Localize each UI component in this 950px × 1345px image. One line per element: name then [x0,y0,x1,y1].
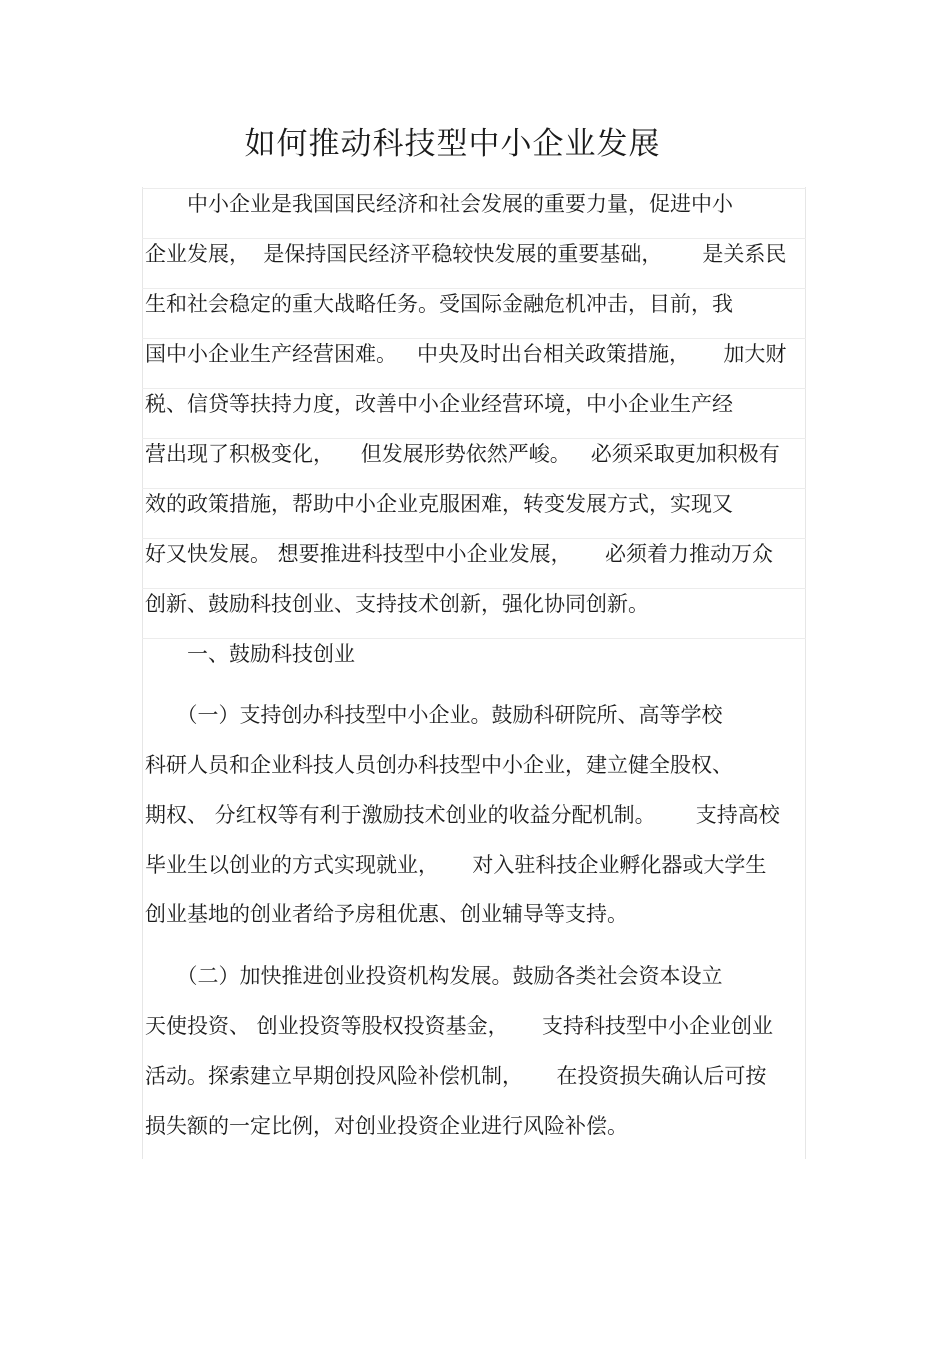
paragraph-line: 天使投资、 创业投资等股权投资基金， 支持科技型中小企业创业 [145,1014,774,1038]
paragraph-line: 创业基地的创业者给予房租优惠、创业辅导等支持。 [145,902,628,926]
section-heading: 一、鼓励科技创业 [145,642,355,666]
paragraph-line: 税、信贷等扶持力度，改善中小企业经营环境，中小企业生产经 [145,392,733,416]
paragraph-line: 创新、鼓励科技创业、支持技术创新，强化协同创新。 [145,592,649,616]
paragraph-line: 期权、 分红权等有利于激励技术创业的收益分配机制。 支持高校 [145,803,780,827]
paragraph-line: （一）支持创办科技型中小企业。鼓励科研院所、高等学校 [145,703,723,727]
paragraph-line: （二）加快推进创业投资机构发展。鼓励各类社会资本设立 [145,964,723,988]
paragraph-line: 国中小企业生产经营困难。 中央及时出台相关政策措施， 加大财 [145,342,787,366]
paragraph-line: 中小企业是我国国民经济和社会发展的重要力量，促进中小 [145,192,733,216]
paragraph-line: 毕业生以创业的方式实现就业， 对入驻科技企业孵化器或大学生 [145,853,767,877]
paragraph-line: 损失额的一定比例，对创业投资企业进行风险补偿。 [145,1114,628,1138]
page-title: 如何推动科技型中小企业发展 [244,126,661,162]
paragraph-line: 效的政策措施，帮助中小企业克服困难，转变发展方式，实现又 [145,492,733,516]
paragraph-line: 生和社会稳定的重大战略任务。受国际金融危机冲击，目前，我 [145,292,733,316]
paragraph-line: 好又快发展。 想要推进科技型中小企业发展， 必须着力推动万众 [145,542,774,566]
paragraph-line: 活动。探索建立早期创投风险补偿机制， 在投资损失确认后可按 [145,1064,767,1088]
paragraph-line: 营出现了积极变化， 但发展形势依然严峻。 必须采取更加积极有 [145,442,780,466]
paragraph-line: 企业发展， 是保持国民经济平稳较快发展的重要基础， 是关系民 [145,242,787,266]
paragraph-line: 科研人员和企业科技人员创办科技型中小企业，建立健全股权、 [145,753,733,777]
